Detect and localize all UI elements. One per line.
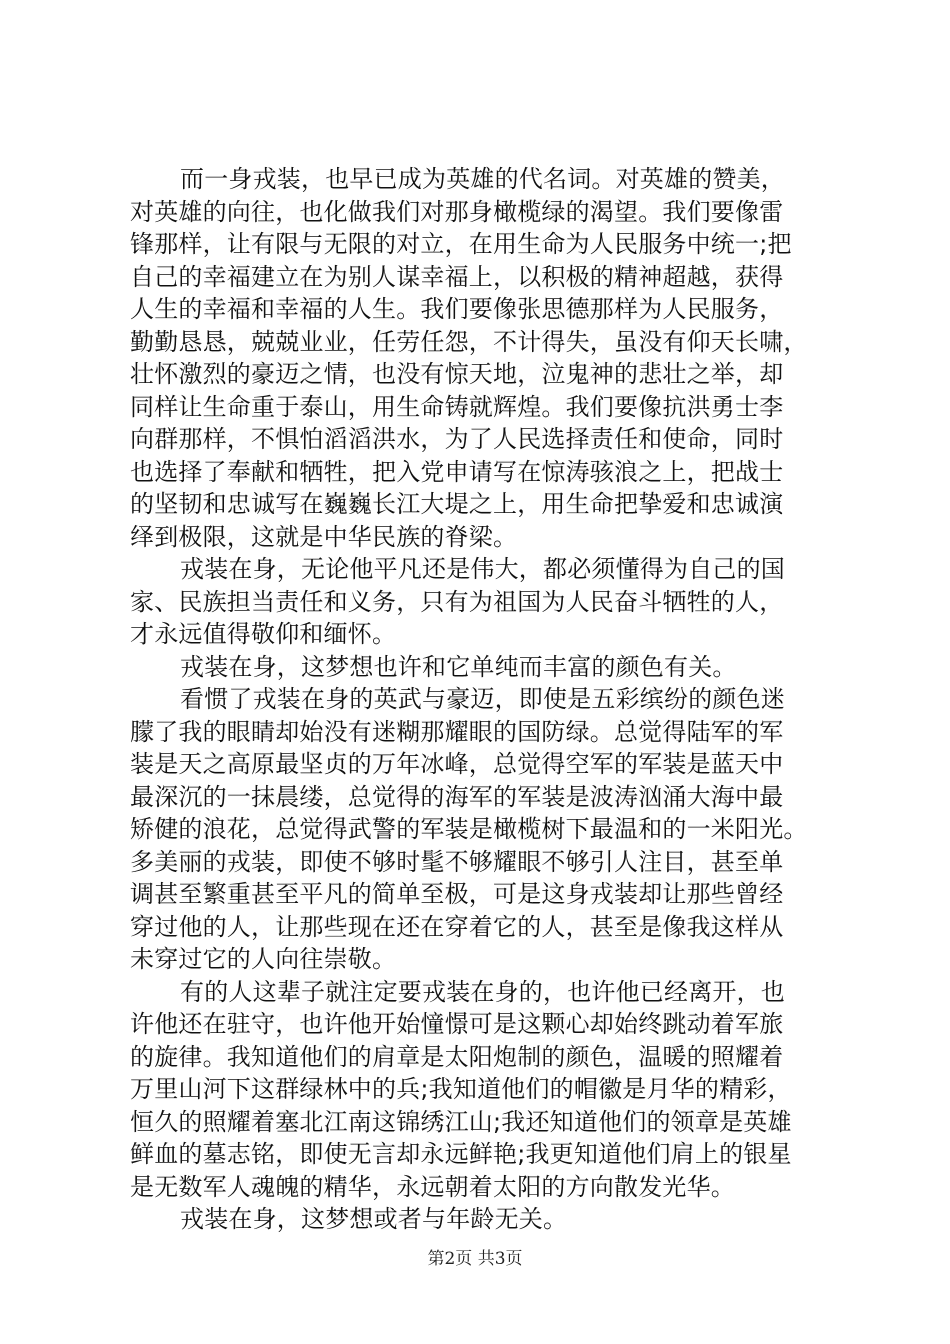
- text-line: 戎装在身，这梦想或者与年龄无关。: [180, 1205, 568, 1233]
- page-footer: 第2页 共3页: [427, 1249, 523, 1269]
- text-line: 调甚至繁重甚至平凡的简单至极，可是这身戎装却让那些曾经: [130, 880, 784, 908]
- text-line: 恒久的照耀着塞北江南这锦绣江山;我还知道他们的领章是英雄: [130, 1107, 792, 1136]
- text-line: 有的人这辈子就注定要戎装在身的，也许他已经离开，也: [180, 977, 785, 1006]
- text-line: 多美丽的戎装，即使不够时髦不够耀眼不够引人注目，甚至单: [130, 847, 784, 876]
- text-line: 也选择了奉献和牺牲，把入党申请写在惊涛骇浪之上，把战士: [130, 457, 784, 486]
- text-line: 朦了我的眼睛却始没有迷糊那耀眼的国防绿。总觉得陆军的军: [130, 717, 784, 746]
- text-line: 壮怀激烈的豪迈之情，也没有惊天地，泣鬼神的悲壮之举，却: [130, 360, 784, 388]
- document-body: [130, 163, 830, 1236]
- text-line: 向群那样，不惧怕滔滔洪水，为了人民选择责任和使命，同时: [130, 425, 784, 453]
- text-line: 装是天之高原最坚贞的万年冰峰，总觉得空军的军装是蓝天中: [130, 750, 784, 778]
- text-line: 才永远值得敬仰和缅怀。: [130, 620, 397, 648]
- text-line: 勤勤恳恳，兢兢业业，任劳任怨，不计得失，虽没有仰天长啸，: [130, 327, 808, 356]
- text-line: 鲜血的墓志铭，即使无言却永远鲜艳;我更知道他们肩上的银星: [130, 1140, 792, 1168]
- text-line: 绎到极限，这就是中华民族的脊梁。: [130, 522, 518, 551]
- text-line: 的旋律。我知道他们的肩章是太阳炮制的颜色，温暖的照耀着: [130, 1042, 784, 1071]
- text-line: 自己的幸福建立在为别人谋幸福上，以积极的精神超越，获得: [130, 262, 784, 291]
- text-line: 许他还在驻守，也许他开始憧憬可是这颗心却始终跳动着军旅: [130, 1010, 784, 1038]
- text-line: 对英雄的向往，也化做我们对那身橄榄绿的渴望。我们要像雷: [130, 197, 784, 226]
- text-line: 的坚韧和忠诚写在巍巍长江大堤之上，用生命把挚爱和忠诚演: [130, 490, 784, 518]
- text-line: 穿过他的人，让那些现在还在穿着它的人，甚至是像我这样从: [130, 912, 784, 941]
- text-line: 锋那样，让有限与无限的对立，在用生命为人民服务中统一;把: [130, 230, 792, 258]
- text-line: 最深沉的一抹晨缕，总觉得的海军的军装是波涛汹涌大海中最: [130, 782, 784, 811]
- text-line: 看惯了戎装在身的英武与豪迈，即使是五彩缤纷的颜色迷: [180, 685, 785, 713]
- text-line: 同样让生命重于泰山，用生命铸就辉煌。我们要像抗洪勇士李: [130, 392, 784, 421]
- text-line: 戎装在身，这梦想也许和它单纯而丰富的颜色有关。: [180, 652, 737, 681]
- text-line: 人生的幸福和幸福的人生。我们要像张思德那样为人民服务，: [130, 295, 784, 323]
- text-line: 未穿过它的人向往崇敬。: [130, 945, 397, 973]
- text-line: 万里山河下这群绿林中的兵;我知道他们的帽徽是月华的精彩，: [130, 1075, 792, 1103]
- text-line: 是无数军人魂魄的精华，永远朝着太阳的方向散发光华。: [130, 1172, 735, 1201]
- text-line: 而一身戎装，也早已成为英雄的代名词。对英雄的赞美，: [180, 165, 785, 193]
- text-line: 戎装在身，无论他平凡还是伟大，都必须懂得为自己的国: [180, 555, 785, 583]
- text-line: 矫健的浪花，总觉得武警的军装是橄榄树下最温和的一米阳光。: [130, 815, 808, 843]
- text-line: 家、民族担当责任和义务，只有为祖国为人民奋斗牺牲的人，: [130, 587, 784, 616]
